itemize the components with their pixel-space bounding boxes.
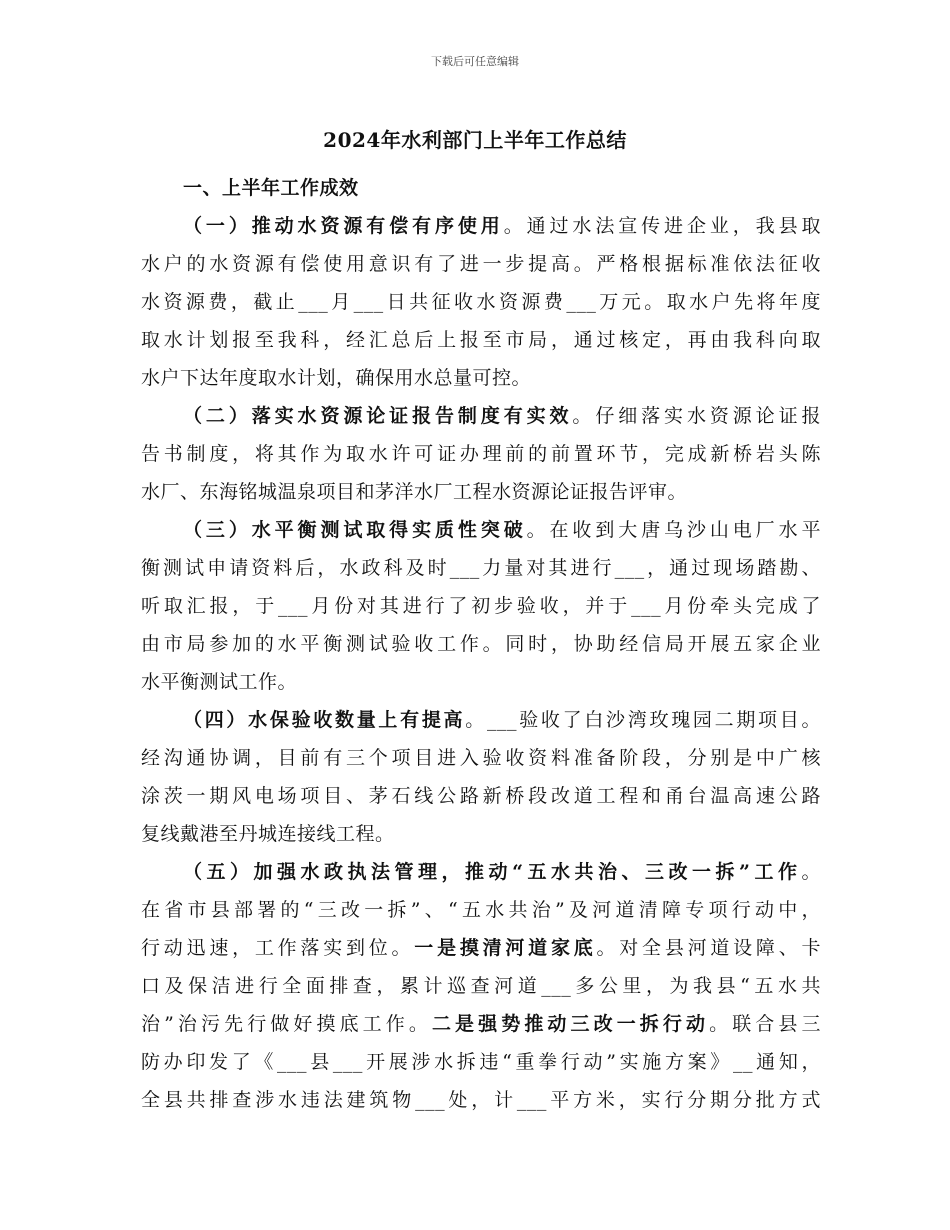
subheading: （五）加强水政执法管理，推动“五水共治、三改一拆”工作 [183, 861, 802, 883]
paragraph-line: 听取汇报，于___月份对其进行了初步验收，并于___月份牵头完成了 [141, 595, 821, 617]
paragraph-line: 复线戴港至丹城连接线工程。 [141, 823, 395, 845]
subheading: （四）水保验收数量上有提高 [183, 709, 466, 731]
paragraph-line: 全县共排查涉水违法建筑物___处，计___平方米，实行分期分批方式 [141, 1089, 821, 1111]
paragraph-line: 水资源费，截止___月___日共征收水资源费___万元。取水户先将年度 [141, 291, 821, 313]
paragraph-line: 防办印发了《___县___开展涉水拆违“重拳行动”实施方案》__通知， [141, 1051, 821, 1073]
paragraph-line: 衡测试申请资料后，水政科及时___力量对其进行___，通过现场踏勘、 [141, 557, 821, 579]
page-header-note: 下载后可任意编辑 [431, 55, 519, 68]
paragraph-line: 由市局参加的水平衡测试验收工作。同时，协助经信局开展五家企业 [141, 633, 821, 655]
paragraph-line: 水户的水资源有偿使用意识有了进一步提高。严格根据标准依法征收 [141, 253, 821, 275]
subheading: （二）落实水资源论证报告制度有实效 [183, 405, 573, 427]
paragraph-line: 涂茨一期风电场项目、茅石线公路新桥段改道工程和甬台温高速公路 [141, 785, 821, 807]
paragraph-line: （三）水平衡测试取得实质性突破。在收到大唐乌沙山电厂水平 [183, 519, 821, 541]
paragraph-line: 告书制度，将其作为取水许可证办理前的前置环节，完成新桥岩头陈 [141, 443, 821, 465]
inline-bold: 二是强势推动三改一拆行动 [431, 1013, 710, 1035]
document-title: 2024年水利部门上半年工作总结 [323, 128, 627, 152]
paragraph-line: 口及保洁进行全面排查，累计巡查河道___多公里，为我县“五水共 [141, 975, 821, 997]
section-heading: 一、上半年工作成效 [183, 177, 359, 199]
subheading: （一）推动水资源有偿有序使用 [183, 215, 504, 237]
paragraph-line: （二）落实水资源论证报告制度有实效。仔细落实水资源论证报 [183, 405, 821, 427]
document-body [141, 169, 821, 1119]
paragraph-line: 治”治污先行做好摸底工作。二是强势推动三改一拆行动。联合县三 [141, 1013, 821, 1035]
subheading: （三）水平衡测试取得实质性突破 [183, 519, 527, 541]
paragraph-line: 行动迅速，工作落实到位。一是摸清河道家底。对全县河道设障、卡 [141, 937, 821, 959]
paragraph-line: 水户下达年度取水计划，确保用水总量可控。 [141, 367, 532, 389]
paragraph-line: （一）推动水资源有偿有序使用。通过水法宣传进企业，我县取 [183, 215, 821, 237]
paragraph-line: 经沟通协调，目前有三个项目进入验收资料准备阶段，分别是中广核 [141, 747, 821, 769]
inline-bold: 一是摸清河道家底 [414, 937, 597, 959]
paragraph-line: 水平衡测试工作。 [141, 671, 298, 693]
paragraph-line: 水厂、东海铭城温泉项目和茅洋水厂工程水资源论证报告评审。 [141, 481, 688, 503]
paragraph-line: （五）加强水政执法管理，推动“五水共治、三改一拆”工作。 [183, 861, 821, 883]
paragraph-line: （四）水保验收数量上有提高。___验收了白沙湾玫瑰园二期项目。 [183, 709, 821, 731]
paragraph-line: 在省市县部署的“三改一拆”、“五水共治”及河道清障专项行动中， [141, 899, 821, 921]
paragraph-line: 取水计划报至我科，经汇总后上报至市局，通过核定，再由我科向取 [141, 329, 821, 351]
